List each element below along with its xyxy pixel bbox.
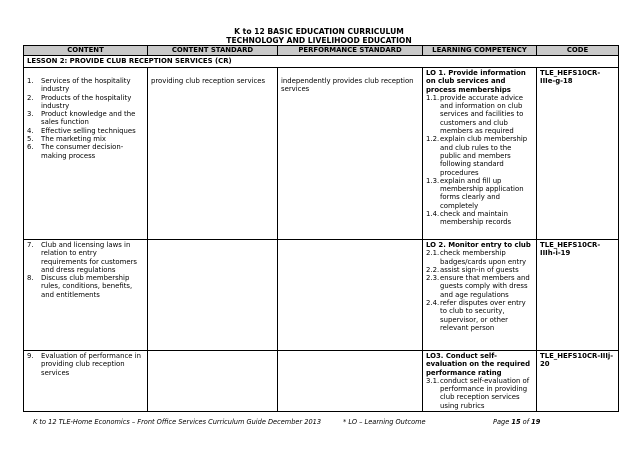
list-item: 8. Discuss club membership rules, conditions, benefits, and entitlements	[27, 274, 133, 299]
list-item: 2. Products of the hospitality industry	[27, 93, 132, 110]
list-item: 1. Services of the hospitality industry	[27, 77, 131, 94]
performance-standard-cell	[278, 351, 423, 412]
content-standard-cell	[148, 351, 278, 412]
list-item: 9. Evaluation of performance in providing club reception services	[27, 352, 141, 377]
competency-item: 1.2. explain club membership and club rules to the public and members following standard procedures	[426, 135, 528, 177]
table-row	[24, 240, 619, 351]
list-item: 5. The marketing mix	[27, 135, 107, 144]
list-item: 6. The consumer decision-making process	[27, 143, 124, 160]
learning-competency-cell	[423, 351, 537, 412]
code-cell: TLE_HEFS10CR-IIIe-g-18	[537, 68, 619, 240]
content-cell	[24, 240, 148, 351]
column-header-content-standard: CONTENT STANDARD	[148, 46, 278, 56]
footer-page-number	[493, 418, 540, 426]
content-list	[27, 241, 144, 299]
footer-page-current: 15	[511, 418, 521, 426]
content-cell	[24, 68, 148, 240]
footer-page-total: 19	[531, 418, 541, 426]
document-subtitle: TECHNOLOGY AND LIVELIHOOD EDUCATION	[226, 36, 412, 45]
performance-standard-cell	[278, 240, 423, 351]
competency-item: 2.4. refer disputes over entry to club to security, supervisor, or other relevant person	[426, 299, 526, 332]
competency-item: 2.3. ensure that members and guests comply with dress and age regulations	[426, 274, 530, 299]
list-item: 4. Effective selling techniques	[27, 126, 136, 135]
content-standard-cell: providing club reception services	[148, 68, 278, 240]
lesson-title: LESSON 2: PROVIDE CLUB RECEPTION SERVICES (CR)	[24, 56, 619, 68]
competency-item: 1.3. explain and fill up membership application forms clearly and completely	[426, 176, 524, 210]
content-cell	[24, 351, 148, 412]
footer-lo-note: * LO – Learning Outcome	[343, 418, 426, 426]
content-standard-cell	[148, 240, 278, 351]
content-list	[27, 77, 144, 160]
column-header-content: CONTENT	[24, 46, 148, 56]
content-list	[27, 352, 144, 377]
learning-outcome-title: LO 2. Monitor entry to club	[426, 241, 531, 249]
code-cell: TLE_HEFS10CR-IIIj-20	[537, 351, 619, 412]
footer-page-prefix: Page	[493, 418, 510, 426]
list-item: 7. Club and licensing laws in relation to entry requirements for customers and dress regulations	[27, 241, 138, 274]
column-header-learning-competency: LEARNING COMPETENCY	[423, 46, 537, 56]
learning-competency-cell	[423, 240, 537, 351]
competency-item: 1.4. check and maintain membership records	[426, 210, 512, 227]
curriculum-table	[23, 45, 619, 412]
footer-page-of: of	[522, 418, 530, 426]
header-row	[24, 46, 619, 56]
learning-outcome-title: LO3. Conduct self-evaluation on the required performance rating	[426, 352, 531, 377]
learning-outcome-title: LO 1. Provide information on club services and process memberships	[426, 69, 526, 94]
lesson-row	[24, 56, 619, 68]
competency-item: 2.2. assist sign-in of guests	[426, 265, 519, 274]
footer-guide-title: K to 12 TLE-Home Economics – Front Office Services Curriculum Guide December 2013	[33, 418, 322, 426]
document-title: K to 12 BASIC EDUCATION CURRICULUM	[234, 27, 404, 36]
list-item: 3. Product knowledge and the sales function	[27, 110, 136, 127]
column-header-performance-standard: PERFORMANCE STANDARD	[278, 46, 423, 56]
learning-competency-cell	[423, 68, 537, 240]
competency-item: 2.1. check membership badges/cards upon entry	[426, 249, 527, 266]
competency-item: 1.1. provide accurate advice and information on club services and facilities to customers and club members as required	[426, 93, 524, 136]
table-row	[24, 68, 619, 240]
code-cell: TLE_HEFS10CR-IIIh-i-19	[537, 240, 619, 351]
performance-standard-cell: independently provides club reception services	[278, 68, 423, 240]
competency-item: 3.1. conduct self-evaluation of performance in providing club reception services using rubrics	[426, 376, 530, 410]
table-row	[24, 351, 619, 412]
column-header-code: CODE	[537, 46, 619, 56]
